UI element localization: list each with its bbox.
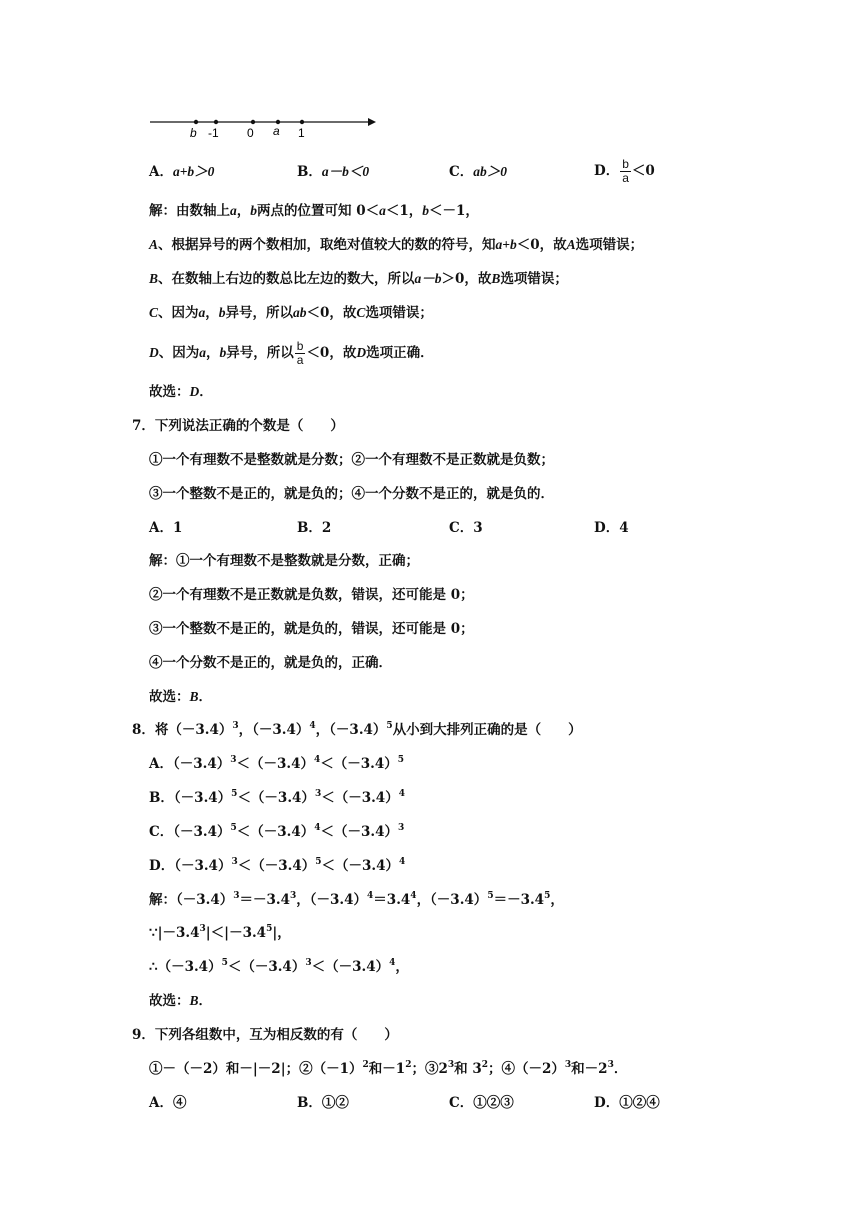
q8-solution-line-1 xyxy=(149,890,564,910)
exponent: 4 xyxy=(367,891,374,901)
text: ＜0，故 xyxy=(306,305,357,321)
exponent: 5 xyxy=(266,924,273,934)
var: A xyxy=(149,237,159,252)
text: ＜－1， xyxy=(429,203,479,219)
text: ＜（－3.4） xyxy=(236,756,314,772)
option-letter: B． xyxy=(297,520,322,536)
text: （－3.4） xyxy=(174,858,232,874)
text: ＜（－3.4） xyxy=(311,959,390,975)
text: ． xyxy=(198,993,213,1009)
q8-option-d[interactable] xyxy=(149,856,405,876)
text: ∵|－3.4 xyxy=(149,925,200,941)
text: 、在数轴上右边的数总比左边的数大，所以 xyxy=(158,271,415,287)
option-letter: C． xyxy=(149,824,174,840)
option-letter: A． xyxy=(149,520,173,536)
text: ＜（－3.4） xyxy=(237,858,316,874)
text: 解：由数轴上 xyxy=(149,203,230,219)
exponent: 3 xyxy=(231,857,238,867)
var: b xyxy=(219,345,227,360)
text: 、根据异号的两个数相加，取绝对值较大的数的符号，知 xyxy=(158,237,496,253)
text: 两点的位置可知 0＜ xyxy=(257,203,380,219)
q8-solution-line-3 xyxy=(149,957,409,977)
q7-solution-line-3: ③一个整数不是正的，就是负的，错误，还可能是 0； xyxy=(149,621,474,637)
label-0: 0 xyxy=(247,126,254,140)
option-text: 2 xyxy=(321,520,332,536)
var: b xyxy=(422,203,429,218)
q6-option-c[interactable] xyxy=(449,162,507,182)
option-text: a+b＞0 xyxy=(172,164,215,179)
var: a－b xyxy=(414,271,442,286)
text: 异号，所以 xyxy=(226,345,294,361)
text: 选项错误； xyxy=(575,237,644,253)
exponent: 4 xyxy=(398,789,405,799)
fraction xyxy=(295,340,306,367)
q7-option-a[interactable] xyxy=(149,518,182,538)
point-0 xyxy=(251,120,255,124)
q9-items xyxy=(149,1059,627,1079)
answer-letter: B xyxy=(189,689,199,704)
text: ①－（－2）和－|－2|；②（－1） xyxy=(149,1061,363,1077)
exponent: 3 xyxy=(199,924,206,934)
text: ． xyxy=(613,1061,628,1077)
text: 选项正确． xyxy=(366,345,434,361)
answer-letter: B xyxy=(189,993,199,1008)
text: |， xyxy=(272,925,291,941)
exponent: 4 xyxy=(309,721,316,731)
q6-solution-line-1 xyxy=(149,201,479,221)
exponent: 3 xyxy=(233,891,240,901)
var: a xyxy=(199,345,206,360)
text: 、因为 xyxy=(158,345,200,361)
option-letter: D． xyxy=(594,163,620,179)
q7-solution-line-4: ④一个分数不是正的，就是负的，正确． xyxy=(149,655,392,671)
q6-option-a[interactable] xyxy=(149,162,214,182)
text: 故选： xyxy=(149,384,190,400)
option-text: 4 xyxy=(619,520,629,536)
exponent: 4 xyxy=(314,755,321,765)
text: ＜（－3.4） xyxy=(237,790,315,806)
text: （－3.4） xyxy=(173,824,231,840)
text: ＝3.4 xyxy=(373,892,411,908)
var: B xyxy=(149,271,159,286)
point-1 xyxy=(300,120,304,124)
fraction xyxy=(620,158,631,185)
exponent: 4 xyxy=(314,823,321,833)
var: C xyxy=(356,305,366,320)
text: 8．将（－3.4） xyxy=(132,722,233,738)
point-minus-1 xyxy=(214,120,218,124)
text: ；③2 xyxy=(411,1061,448,1077)
text: 和－1 xyxy=(368,1061,406,1077)
var: a xyxy=(379,203,386,218)
option-text: 3 xyxy=(473,520,483,536)
var: a xyxy=(230,203,237,218)
text: ， xyxy=(236,203,251,219)
q8-solution-line-2 xyxy=(149,923,291,943)
exponent: 5 xyxy=(231,789,238,799)
exponent: 4 xyxy=(399,857,406,867)
text: 故选： xyxy=(149,689,190,705)
q7-option-d[interactable] xyxy=(594,518,629,538)
text: ＜（－3.4） xyxy=(320,824,399,840)
option-letter: D． xyxy=(149,858,175,874)
q8-option-a[interactable] xyxy=(149,754,404,774)
text: ， xyxy=(550,892,564,908)
option-letter: C． xyxy=(449,1095,474,1111)
q9-option-b[interactable] xyxy=(297,1093,349,1113)
text: ＜0，故 xyxy=(516,237,567,253)
var: D xyxy=(356,345,367,360)
q6-solution-line-C xyxy=(149,303,433,323)
var: D xyxy=(149,345,159,360)
text: 从小到大排列正确的是（ ） xyxy=(392,722,582,738)
q6-answer xyxy=(149,382,213,402)
text: |＜|－3.4 xyxy=(205,925,267,941)
text: 选项错误； xyxy=(365,305,433,321)
q7-statement-line-2: ③一个整数不是正的，就是负的；④一个分数不是正的，就是负的． xyxy=(149,486,554,502)
text: ，（－3.4） xyxy=(296,892,368,908)
text: ＜0，故 xyxy=(306,345,357,361)
exponent: 3 xyxy=(398,823,405,833)
answer-letter: D xyxy=(189,384,200,399)
q7-answer xyxy=(149,687,212,707)
var: B xyxy=(491,271,501,286)
option-letter: C． xyxy=(449,164,474,180)
option-letter: B． xyxy=(297,1095,322,1111)
exponent: 4 xyxy=(389,958,396,968)
label-a: a xyxy=(273,124,280,138)
q8-option-b[interactable] xyxy=(149,788,405,808)
text: ＝－3.4 xyxy=(493,892,545,908)
option-text: ①② xyxy=(321,1095,349,1111)
text: ． xyxy=(198,689,213,705)
exponent: 2 xyxy=(405,1060,412,1070)
var: A xyxy=(566,237,576,252)
q7-option-b[interactable] xyxy=(297,518,331,538)
var: ab xyxy=(293,305,307,320)
exponent: 5 xyxy=(487,891,494,901)
point-b xyxy=(194,120,198,124)
q9-option-d[interactable] xyxy=(594,1093,660,1113)
exponent: 5 xyxy=(230,823,237,833)
q8-answer xyxy=(149,991,212,1011)
text: （－3.4） xyxy=(173,790,232,806)
text: ， xyxy=(205,305,219,321)
text: ∴（－3.4） xyxy=(149,959,222,975)
option-letter: B． xyxy=(297,164,322,180)
text: ；④（－2） xyxy=(487,1061,565,1077)
option-letter: A． xyxy=(149,164,173,180)
text: ＜（－3.4） xyxy=(321,858,399,874)
q7-solution-line-2: ②一个有理数不是正数就是负数，错误，还可能是 0； xyxy=(149,587,474,603)
q6-solution-line-D xyxy=(149,336,434,370)
exponent: 2 xyxy=(362,1060,369,1070)
q7-solution-line-1: 解：①一个有理数不是整数就是分数，正确； xyxy=(149,553,419,569)
exponent: 5 xyxy=(544,891,551,901)
text: 异号，所以 xyxy=(225,305,294,321)
text: ，（－3.4） xyxy=(416,892,488,908)
q6-solution-line-B xyxy=(149,269,568,289)
option-text: a－b＜0 xyxy=(321,164,370,179)
option-letter: D． xyxy=(594,520,620,536)
text: 选项错误； xyxy=(500,271,568,287)
text: ． xyxy=(199,384,213,400)
q8-stem xyxy=(132,720,582,740)
fraction-numerator: b xyxy=(296,339,304,353)
q7-statement-line-1: ①一个有理数不是整数就是分数；②一个有理数不是正数就是负数； xyxy=(149,452,554,468)
exponent: 3 xyxy=(447,1060,455,1070)
fraction-denominator: a xyxy=(296,353,304,367)
q9-stem: 9．下列各组数中，互为相反数的有（ ） xyxy=(132,1027,398,1043)
option-text: 1 xyxy=(172,520,183,536)
label-b: b xyxy=(190,126,197,140)
text: ＝－3.4 xyxy=(239,892,291,908)
q9-option-a[interactable] xyxy=(149,1093,186,1113)
label-minus-1: -1 xyxy=(208,126,219,140)
text: ， xyxy=(206,345,220,361)
var: a+b xyxy=(495,237,517,252)
q9-option-c[interactable] xyxy=(449,1093,514,1113)
option-letter: B． xyxy=(149,790,174,806)
exponent: 3 xyxy=(314,789,322,799)
text: 和 3 xyxy=(454,1061,482,1077)
q6-solution-line-A xyxy=(149,235,643,255)
text: ， xyxy=(395,959,409,975)
q6-option-b[interactable] xyxy=(297,162,369,182)
text: ，（－3.4） xyxy=(315,722,387,738)
option-text: ①②④ xyxy=(619,1095,660,1111)
q8-option-c[interactable] xyxy=(149,822,404,842)
var: b xyxy=(250,203,257,218)
option-letter: D． xyxy=(594,1095,620,1111)
exponent: 5 xyxy=(315,857,322,867)
number-line-arrow xyxy=(368,118,376,126)
text: 和－2 xyxy=(571,1061,608,1077)
var: C xyxy=(149,305,159,320)
option-letter: C． xyxy=(449,520,474,536)
var: a xyxy=(198,305,206,320)
text: 解：（－3.4） xyxy=(149,892,234,908)
option-text: ④ xyxy=(172,1095,187,1111)
label-1: 1 xyxy=(298,126,305,140)
text: ，（－3.4） xyxy=(238,722,310,738)
exponent: 3 xyxy=(232,721,239,731)
var: b xyxy=(218,305,226,320)
exponent: 5 xyxy=(386,721,393,731)
option-text: ①②③ xyxy=(473,1095,514,1111)
exponent: 3 xyxy=(230,755,237,765)
text: （－3.4） xyxy=(172,756,231,772)
option-letter: A． xyxy=(149,1095,173,1111)
fraction-numerator: b xyxy=(622,157,629,171)
option-letter: A． xyxy=(149,756,173,772)
text: ＜（－3.4） xyxy=(320,756,398,772)
q7-stem: 7．下列说法正确的个数是（ ） xyxy=(132,418,344,434)
text: ＜（－3.4） xyxy=(236,824,315,840)
option-text: ab＞0 xyxy=(473,164,507,179)
exponent: 3 xyxy=(564,1060,572,1070)
number-line-figure xyxy=(150,106,380,140)
exponent: 3 xyxy=(305,958,312,968)
exponent: 5 xyxy=(397,755,405,765)
q7-option-c[interactable] xyxy=(449,518,483,538)
text: ＜（－3.4） xyxy=(321,790,399,806)
exponent: 3 xyxy=(607,1060,614,1070)
exponent: 4 xyxy=(410,891,417,901)
text: ＞0，故 xyxy=(441,271,492,287)
option-text: ＜0 xyxy=(631,163,655,179)
text: 故选： xyxy=(149,993,190,1009)
exponent: 3 xyxy=(290,891,297,901)
exponent: 2 xyxy=(481,1060,488,1070)
text: ＜（－3.4） xyxy=(227,959,306,975)
fraction-denominator: a xyxy=(622,171,629,185)
text: 、因为 xyxy=(158,305,199,321)
text: ＜1， xyxy=(385,203,423,219)
q6-option-d[interactable] xyxy=(594,154,655,188)
exponent: 5 xyxy=(221,958,228,968)
